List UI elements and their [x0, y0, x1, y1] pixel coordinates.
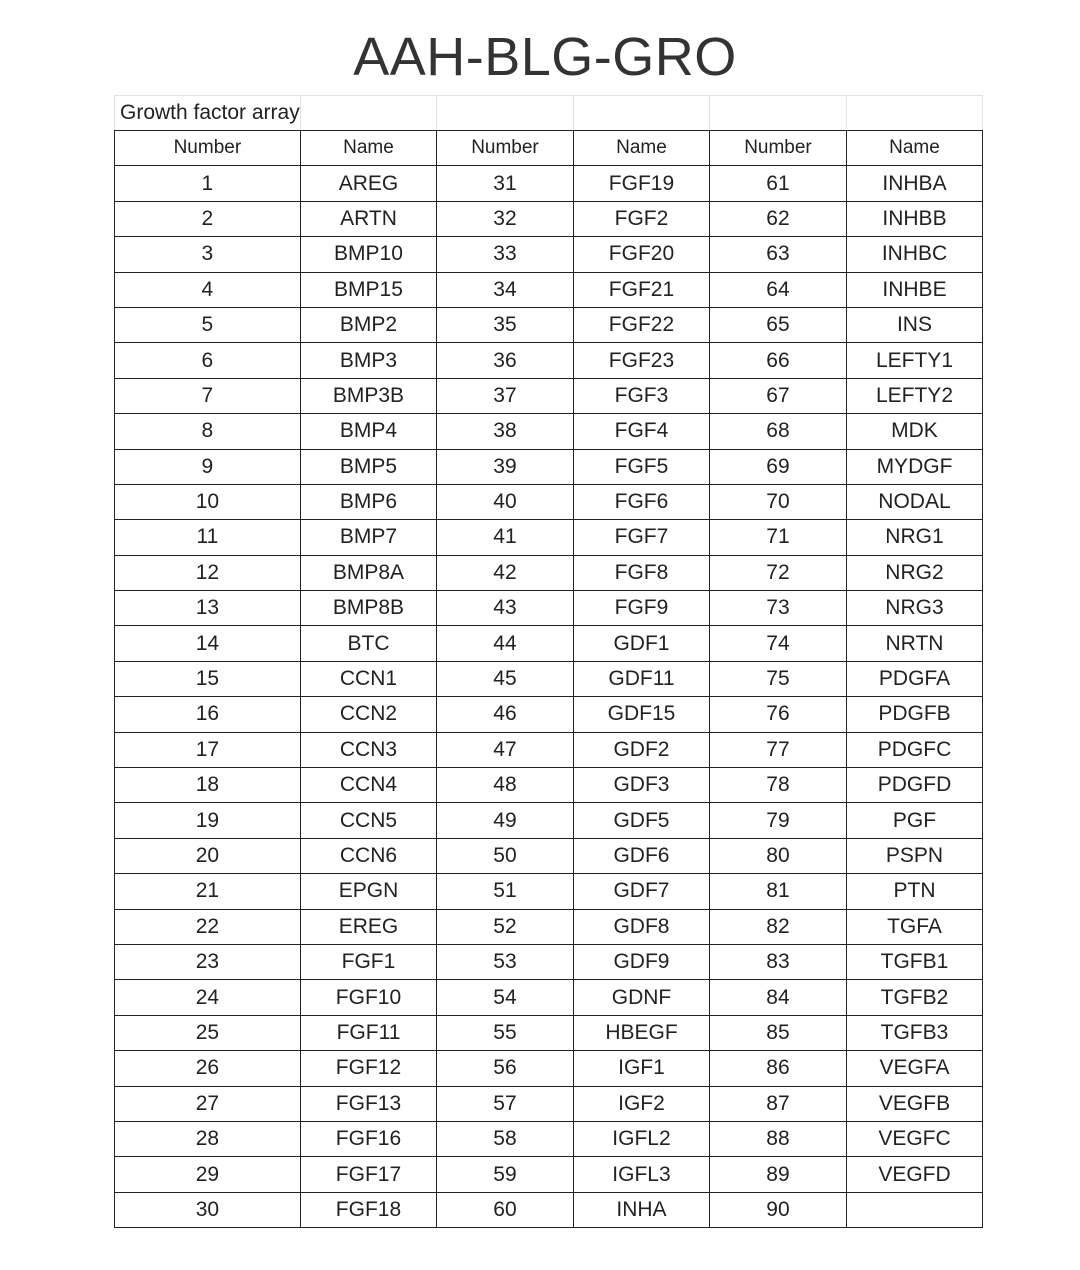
number-cell: 36: [437, 343, 574, 378]
factor-name-cell: EREG: [300, 909, 437, 944]
factor-name-cell: FGF9: [573, 591, 710, 626]
factor-name-cell: CCN1: [300, 661, 437, 696]
table-row: [115, 1192, 983, 1227]
number-cell: 13: [115, 591, 301, 626]
table-row: [115, 768, 983, 803]
number-cell: 24: [115, 980, 301, 1015]
factor-name-cell: FGF11: [300, 1015, 437, 1050]
number-cell: 29: [115, 1157, 301, 1192]
factor-name-cell: FGF3: [573, 378, 710, 413]
number-cell: 65: [710, 307, 847, 342]
factor-name-cell: IGF1: [573, 1051, 710, 1086]
table-row: [115, 1157, 983, 1192]
table-row: [115, 555, 983, 590]
table-row: [115, 838, 983, 873]
number-cell: 40: [437, 484, 574, 519]
number-cell: 1: [115, 166, 301, 201]
number-cell: 19: [115, 803, 301, 838]
factor-name-cell: EPGN: [300, 874, 437, 909]
number-cell: 31: [437, 166, 574, 201]
number-cell: 82: [710, 909, 847, 944]
factor-name-cell: FGF19: [573, 166, 710, 201]
factor-name-cell: PTN: [846, 874, 983, 909]
caption-empty-cell: [573, 96, 710, 131]
factor-name-cell: CCN3: [300, 732, 437, 767]
factor-name-cell: GDF1: [573, 626, 710, 661]
number-cell: 44: [437, 626, 574, 661]
factor-name-cell: BMP8A: [300, 555, 437, 590]
number-cell: 4: [115, 272, 301, 307]
factor-name-cell: INHBE: [846, 272, 983, 307]
number-cell: 26: [115, 1051, 301, 1086]
factor-name-cell: NRG1: [846, 520, 983, 555]
number-cell: 78: [710, 768, 847, 803]
factor-name-cell: VEGFC: [846, 1121, 983, 1156]
table-row: [115, 237, 983, 272]
table-row: [115, 449, 983, 484]
column-header-number: Number: [710, 131, 847, 166]
factor-name-cell: BMP2: [300, 307, 437, 342]
factor-name-cell: LEFTY1: [846, 343, 983, 378]
table-row: [115, 166, 983, 201]
number-cell: 28: [115, 1121, 301, 1156]
number-cell: 7: [115, 378, 301, 413]
factor-name-cell: VEGFA: [846, 1051, 983, 1086]
factor-name-cell: BMP3B: [300, 378, 437, 413]
factor-name-cell: NODAL: [846, 484, 983, 519]
number-cell: 30: [115, 1192, 301, 1227]
factor-name-cell: HBEGF: [573, 1015, 710, 1050]
factor-name-cell: FGF8: [573, 555, 710, 590]
number-cell: 41: [437, 520, 574, 555]
number-cell: 34: [437, 272, 574, 307]
number-cell: 42: [437, 555, 574, 590]
number-cell: 62: [710, 201, 847, 236]
factor-name-cell: NRG3: [846, 591, 983, 626]
factor-name-cell: PDGFC: [846, 732, 983, 767]
number-cell: 14: [115, 626, 301, 661]
number-cell: 60: [437, 1192, 574, 1227]
factor-name-cell: VEGFD: [846, 1157, 983, 1192]
number-cell: 74: [710, 626, 847, 661]
number-cell: 33: [437, 237, 574, 272]
factor-name-cell: NRTN: [846, 626, 983, 661]
number-cell: 10: [115, 484, 301, 519]
number-cell: 80: [710, 838, 847, 873]
number-cell: 51: [437, 874, 574, 909]
number-cell: 68: [710, 414, 847, 449]
factor-name-cell: FGF1: [300, 944, 437, 979]
factor-name-cell: PGF: [846, 803, 983, 838]
table-row: [115, 697, 983, 732]
number-cell: 71: [710, 520, 847, 555]
number-cell: 12: [115, 555, 301, 590]
factor-name-cell: BMP4: [300, 414, 437, 449]
header-row: [115, 131, 983, 166]
table-caption: Growth factor array: [115, 96, 301, 131]
number-cell: 9: [115, 449, 301, 484]
number-cell: 49: [437, 803, 574, 838]
number-cell: 66: [710, 343, 847, 378]
number-cell: 70: [710, 484, 847, 519]
factor-name-cell: BMP8B: [300, 591, 437, 626]
number-cell: 79: [710, 803, 847, 838]
factor-name-cell: LEFTY2: [846, 378, 983, 413]
table-row: [115, 874, 983, 909]
factor-name-cell: TGFB2: [846, 980, 983, 1015]
table-row: [115, 1121, 983, 1156]
number-cell: 88: [710, 1121, 847, 1156]
table-row: [115, 201, 983, 236]
number-cell: 21: [115, 874, 301, 909]
factor-name-cell: FGF2: [573, 201, 710, 236]
factor-name-cell: FGF18: [300, 1192, 437, 1227]
number-cell: 5: [115, 307, 301, 342]
factor-name-cell: FGF20: [573, 237, 710, 272]
factor-name-cell: INHA: [573, 1192, 710, 1227]
factor-name-cell: GDF5: [573, 803, 710, 838]
factor-name-cell: GDF8: [573, 909, 710, 944]
number-cell: 38: [437, 414, 574, 449]
number-cell: 46: [437, 697, 574, 732]
number-cell: 18: [115, 768, 301, 803]
factor-name-cell: FGF10: [300, 980, 437, 1015]
table-row: [115, 803, 983, 838]
factor-name-cell: GDNF: [573, 980, 710, 1015]
factor-name-cell: GDF7: [573, 874, 710, 909]
number-cell: 52: [437, 909, 574, 944]
table-row: [115, 343, 983, 378]
column-header-number: Number: [437, 131, 574, 166]
table-row: [115, 732, 983, 767]
factor-name-cell: FGF5: [573, 449, 710, 484]
factor-name-cell: FGF6: [573, 484, 710, 519]
number-cell: 56: [437, 1051, 574, 1086]
factor-name-cell: FGF7: [573, 520, 710, 555]
caption-empty-cell: [710, 96, 847, 131]
factor-name-cell: FGF12: [300, 1051, 437, 1086]
number-cell: 22: [115, 909, 301, 944]
factor-name-cell: BMP5: [300, 449, 437, 484]
factor-name-cell: MYDGF: [846, 449, 983, 484]
caption-empty-cell: [300, 96, 437, 131]
factor-name-cell: PDGFB: [846, 697, 983, 732]
number-cell: 45: [437, 661, 574, 696]
column-header-name: Name: [846, 131, 983, 166]
factor-name-cell: TGFA: [846, 909, 983, 944]
factor-name-cell: GDF6: [573, 838, 710, 873]
factor-name-cell: CCN2: [300, 697, 437, 732]
number-cell: 43: [437, 591, 574, 626]
factor-name-cell: MDK: [846, 414, 983, 449]
number-cell: 89: [710, 1157, 847, 1192]
number-cell: 86: [710, 1051, 847, 1086]
factor-name-cell: FGF23: [573, 343, 710, 378]
number-cell: 23: [115, 944, 301, 979]
number-cell: 57: [437, 1086, 574, 1121]
number-cell: 17: [115, 732, 301, 767]
factor-name-cell: INHBA: [846, 166, 983, 201]
factor-name-cell: ARTN: [300, 201, 437, 236]
table-row: [115, 661, 983, 696]
number-cell: 59: [437, 1157, 574, 1192]
factor-name-cell: INHBB: [846, 201, 983, 236]
factor-name-cell: FGF17: [300, 1157, 437, 1192]
factor-name-cell: GDF2: [573, 732, 710, 767]
factor-name-cell: TGFB1: [846, 944, 983, 979]
number-cell: 2: [115, 201, 301, 236]
number-cell: 32: [437, 201, 574, 236]
factor-name-cell: GDF15: [573, 697, 710, 732]
factor-name-cell: NRG2: [846, 555, 983, 590]
number-cell: 58: [437, 1121, 574, 1156]
number-cell: 15: [115, 661, 301, 696]
factor-name-cell: IGFL2: [573, 1121, 710, 1156]
number-cell: 37: [437, 378, 574, 413]
number-cell: 54: [437, 980, 574, 1015]
number-cell: 63: [710, 237, 847, 272]
factor-name-cell: [846, 1192, 983, 1227]
table-row: [115, 484, 983, 519]
table-row: [115, 944, 983, 979]
number-cell: 25: [115, 1015, 301, 1050]
number-cell: 35: [437, 307, 574, 342]
number-cell: 53: [437, 944, 574, 979]
number-cell: 20: [115, 838, 301, 873]
column-header-name: Name: [573, 131, 710, 166]
table-row: [115, 378, 983, 413]
factor-name-cell: GDF3: [573, 768, 710, 803]
factor-name-cell: FGF4: [573, 414, 710, 449]
number-cell: 90: [710, 1192, 847, 1227]
factor-name-cell: BMP15: [300, 272, 437, 307]
number-cell: 39: [437, 449, 574, 484]
factor-name-cell: PSPN: [846, 838, 983, 873]
table-row: [115, 520, 983, 555]
number-cell: 3: [115, 237, 301, 272]
factor-name-cell: CCN4: [300, 768, 437, 803]
table-row: [115, 307, 983, 342]
factor-name-cell: FGF21: [573, 272, 710, 307]
caption-empty-cell: [846, 96, 983, 131]
table-row: [115, 1086, 983, 1121]
factor-name-cell: BMP3: [300, 343, 437, 378]
table-row: [115, 909, 983, 944]
number-cell: 72: [710, 555, 847, 590]
number-cell: 69: [710, 449, 847, 484]
table-row: [115, 272, 983, 307]
number-cell: 81: [710, 874, 847, 909]
number-cell: 11: [115, 520, 301, 555]
number-cell: 64: [710, 272, 847, 307]
factor-name-cell: FGF22: [573, 307, 710, 342]
number-cell: 8: [115, 414, 301, 449]
number-cell: 85: [710, 1015, 847, 1050]
caption-empty-cell: [437, 96, 574, 131]
growth-factor-table: [114, 95, 983, 1228]
factor-name-cell: AREG: [300, 166, 437, 201]
number-cell: 76: [710, 697, 847, 732]
table-row: [115, 1051, 983, 1086]
factor-name-cell: GDF9: [573, 944, 710, 979]
column-header-name: Name: [300, 131, 437, 166]
number-cell: 83: [710, 944, 847, 979]
factor-name-cell: IGF2: [573, 1086, 710, 1121]
factor-name-cell: CCN5: [300, 803, 437, 838]
factor-name-cell: INS: [846, 307, 983, 342]
factor-name-cell: BTC: [300, 626, 437, 661]
number-cell: 73: [710, 591, 847, 626]
number-cell: 47: [437, 732, 574, 767]
factor-name-cell: FGF16: [300, 1121, 437, 1156]
column-header-number: Number: [115, 131, 301, 166]
factor-name-cell: CCN6: [300, 838, 437, 873]
factor-name-cell: IGFL3: [573, 1157, 710, 1192]
number-cell: 67: [710, 378, 847, 413]
factor-name-cell: BMP7: [300, 520, 437, 555]
number-cell: 27: [115, 1086, 301, 1121]
number-cell: 55: [437, 1015, 574, 1050]
factor-name-cell: PDGFD: [846, 768, 983, 803]
number-cell: 16: [115, 697, 301, 732]
number-cell: 61: [710, 166, 847, 201]
table-row: [115, 591, 983, 626]
factor-name-cell: BMP10: [300, 237, 437, 272]
number-cell: 75: [710, 661, 847, 696]
factor-name-cell: INHBC: [846, 237, 983, 272]
number-cell: 6: [115, 343, 301, 378]
number-cell: 84: [710, 980, 847, 1015]
number-cell: 50: [437, 838, 574, 873]
factor-name-cell: BMP6: [300, 484, 437, 519]
factor-name-cell: GDF11: [573, 661, 710, 696]
table-row: [115, 1015, 983, 1050]
table-row: [115, 980, 983, 1015]
table-row: [115, 414, 983, 449]
factor-name-cell: FGF13: [300, 1086, 437, 1121]
table-row: [115, 626, 983, 661]
page-title: AAH-BLG-GRO: [353, 27, 737, 87]
factor-name-cell: TGFB3: [846, 1015, 983, 1050]
number-cell: 48: [437, 768, 574, 803]
number-cell: 87: [710, 1086, 847, 1121]
factor-name-cell: VEGFB: [846, 1086, 983, 1121]
factor-name-cell: PDGFA: [846, 661, 983, 696]
number-cell: 77: [710, 732, 847, 767]
caption-row: [115, 96, 983, 131]
